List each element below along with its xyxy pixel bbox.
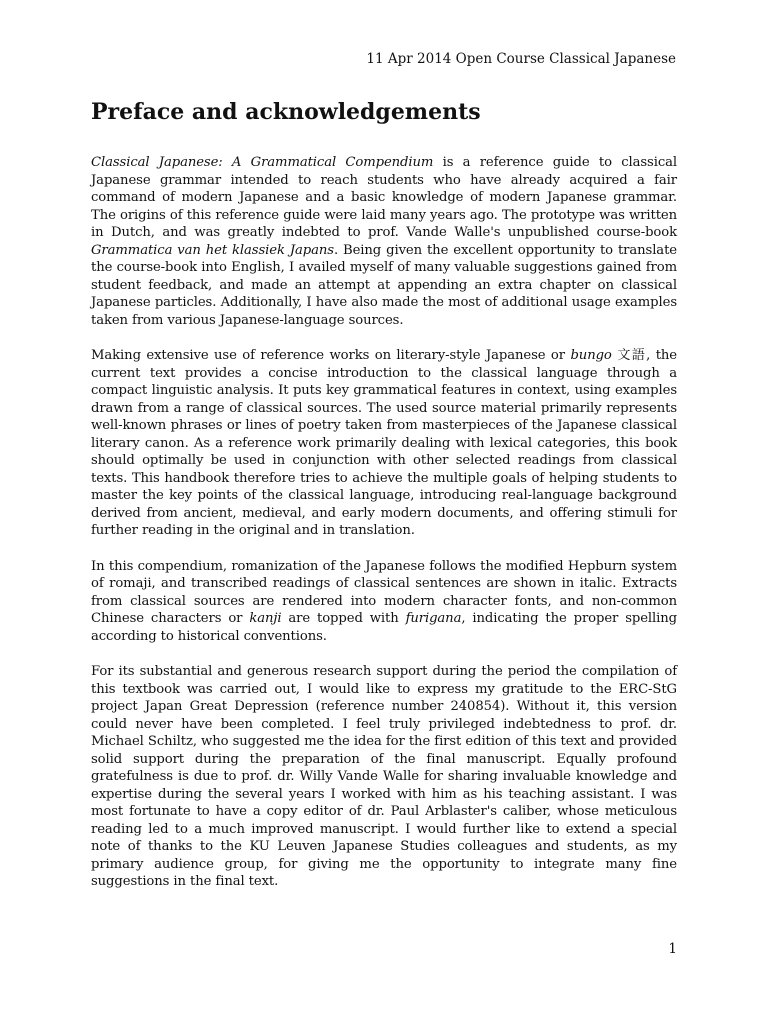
paragraph-acknowledgements — [91, 663, 677, 891]
paragraph-romanization-text-1: In this compendium, romanization of the Japanese follows the modified Hepburn system of romaji, and transcribed readings of classical sentences are shown in italic. Extracts from classical sources are rendered into modern character fonts, and non-common Chinese characters or — [91, 558, 677, 626]
running-header: 11 Apr 2014 Open Course Classical Japanese — [366, 51, 676, 67]
page-content — [91, 98, 677, 909]
paragraph-acknowledgements-text: For its substantial and generous research support during the period the compilation of this textbook was carried out, I would like to express my gratitude to the ERC-StG project Japan Great Depression (reference number 240854). Without it, this version could never have been completed. I feel truly privileged indebtedness to prof. dr. Michael Schiltz, who suggested me the idea for the first edition of this text and provided solid support during the preparation of the final manuscript. Equally profound gratefulness is due to prof. dr. Willy Vande Walle for sharing invaluable knowledge and expertise during the several years I worked with him as his teaching assistant. I was most fortunate to have a copy editor of dr. Paul Arblaster's caliber, whose meticulous reading led to a much improved manuscript. I would further like to extend a special note of thanks to the KU Leuven Japanese Studies colleagues and students, as my primary audience group, for giving me the opportunity to integrate many fine suggestions in the final text. — [91, 664, 677, 889]
paragraph-intro-text-2: . Being given the excellent opportunity to translate the course-book into English, I availed myself of many valuable suggestions gained from student feedback, and made an attempt at appending an extra chapter on classical Japanese particles. Additionally, I have also made the most of additional usage examples taken from various Japanese-language sources. — [91, 242, 677, 328]
paragraph-bungo-text-1: Making extensive use of reference works on literary-style Japanese or — [91, 348, 571, 363]
paragraph-intro-text-1: is a reference guide to classical Japanese grammar intended to reach students who have already acquired a fair command of modern Japanese and a basic knowledge of modern Japanese grammar. The origins of this reference guide were laid many years ago. The prototype was written in Dutch, and was greatly indebted to prof. Vande Walle's unpublished course-book — [91, 155, 677, 240]
page-number: 1 — [668, 941, 677, 957]
paragraph-romanization-text-2: are topped with — [281, 611, 406, 626]
book-title-italic: Classical Japanese: A Grammatical Compendium — [91, 155, 434, 170]
coursebook-title-italic: Grammatica van het klassiek Japans — [91, 242, 334, 258]
paragraph-romanization-text-3: , indicating the proper spelling according to historical conventions. — [91, 611, 678, 644]
section-heading: Preface and acknowledgements — [91, 99, 481, 125]
paragraph-romanization — [91, 558, 677, 646]
paragraph-bungo — [91, 347, 677, 540]
furigana-term-italic: furigana — [405, 611, 462, 626]
bungo-term-italic: bungo — [570, 348, 612, 363]
kanji-term-italic: kanji — [249, 611, 282, 626]
paragraph-bungo-text-2: 文語, the current text provides a concise introduction to the classical language through a compact linguistic analysis. It puts key grammatical features in context, using examples drawn from a range of classical sources. The used source material primarily represents well-known phrases or lines of poetry taken from masterpieces of the Japanese classical literary canon. As a reference work primarily dealing with lexical categories, this book should optimally be used in conjunction with other selected readings from classical texts. This handbook therefore tries to achieve the multiple goals of helping students to master the key points of the classical language, introducing real-language background derived from ancient, medieval, and early modern documents, and offering stimuli for further reading in the original and in translation. — [91, 348, 678, 538]
paragraph-intro — [91, 154, 677, 329]
